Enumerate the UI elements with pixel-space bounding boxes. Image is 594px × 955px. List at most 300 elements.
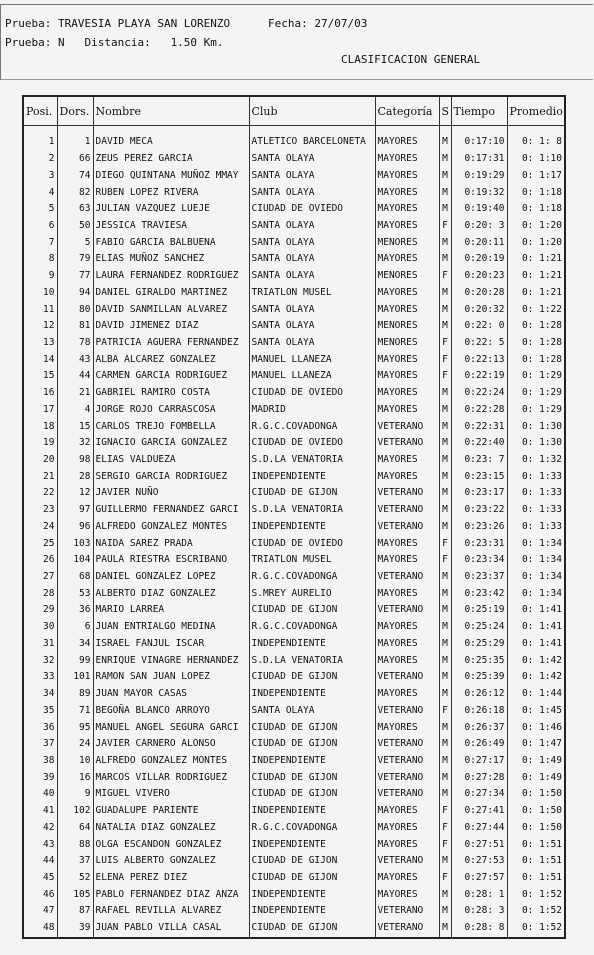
- cell-categoria: MAYORES: [375, 284, 439, 301]
- table-row: [23, 167, 565, 184]
- table-row: [23, 485, 565, 502]
- cell-categoria: MAYORES: [375, 819, 439, 836]
- cell-posicion: 15: [23, 368, 57, 385]
- cell-sexo: F: [439, 870, 451, 887]
- cell-club: R.G.C.COVADONGA: [249, 819, 375, 836]
- cell-nombre: DANIEL GONZALEZ LOPEZ: [93, 569, 249, 586]
- cell-club: S.MREY AURELIO: [249, 585, 375, 602]
- cell-promedio: 0: 1:20: [507, 218, 565, 235]
- cell-nombre: ELIAS MUÑOZ SANCHEZ: [93, 251, 249, 268]
- cell-tiempo: 0:22:31: [451, 418, 507, 435]
- cell-posicion: 37: [23, 736, 57, 753]
- table-row: [23, 803, 565, 820]
- table-row: [23, 335, 565, 352]
- cell-categoria: MAYORES: [375, 402, 439, 419]
- race-distance: Prueba: N Distancia: 1.50 Km.: [5, 36, 224, 49]
- cell-tiempo: 0:22:19: [451, 368, 507, 385]
- cell-promedio: 0: 1:46: [507, 719, 565, 736]
- table-row: [23, 468, 565, 485]
- cell-tiempo: 0:19:29: [451, 167, 507, 184]
- cell-sexo: M: [439, 126, 451, 151]
- cell-club: SANTA OLAYA: [249, 318, 375, 335]
- cell-dorsal: 36: [57, 602, 93, 619]
- cell-promedio: 0: 1:30: [507, 418, 565, 435]
- cell-posicion: 30: [23, 619, 57, 636]
- cell-nombre: RUBEN LOPEZ RIVERA: [93, 184, 249, 201]
- cell-posicion: 24: [23, 519, 57, 536]
- cell-categoria: VETERANO: [375, 569, 439, 586]
- cell-tiempo: 0:27:51: [451, 836, 507, 853]
- cell-dorsal: 5: [57, 234, 93, 251]
- cell-club: INDEPENDIENTE: [249, 636, 375, 653]
- results-body: [23, 126, 565, 938]
- cell-tiempo: 0:22: 5: [451, 335, 507, 352]
- cell-sexo: M: [439, 569, 451, 586]
- cell-club: INDEPENDIENTE: [249, 753, 375, 770]
- cell-tiempo: 0:25:35: [451, 652, 507, 669]
- cell-posicion: 9: [23, 268, 57, 285]
- cell-nombre: JAVIER CARNERO ALONSO: [93, 736, 249, 753]
- cell-categoria: VETERANO: [375, 519, 439, 536]
- cell-sexo: M: [439, 452, 451, 469]
- cell-categoria: VETERANO: [375, 502, 439, 519]
- table-row: [23, 636, 565, 653]
- table-row: [23, 301, 565, 318]
- cell-categoria: MAYORES: [375, 468, 439, 485]
- cell-promedio: 0: 1:30: [507, 435, 565, 452]
- cell-club: CIUDAD DE GIJON: [249, 719, 375, 736]
- cell-sexo: M: [439, 234, 451, 251]
- cell-sexo: M: [439, 753, 451, 770]
- cell-categoria: MAYORES: [375, 886, 439, 903]
- cell-promedio: 0: 1:33: [507, 485, 565, 502]
- cell-nombre: PATRICIA AGUERA FERNANDEZ: [93, 335, 249, 352]
- cell-dorsal: 34: [57, 636, 93, 653]
- cell-dorsal: 78: [57, 335, 93, 352]
- cell-dorsal: 87: [57, 903, 93, 920]
- cell-tiempo: 0:23:15: [451, 468, 507, 485]
- cell-posicion: 29: [23, 602, 57, 619]
- cell-nombre: GABRIEL RAMIRO COSTA: [93, 385, 249, 402]
- cell-categoria: MAYORES: [375, 184, 439, 201]
- cell-sexo: M: [439, 184, 451, 201]
- cell-dorsal: 102: [57, 803, 93, 820]
- cell-dorsal: 97: [57, 502, 93, 519]
- cell-club: S.D.LA VENATORIA: [249, 502, 375, 519]
- cell-promedio: 0: 1:21: [507, 251, 565, 268]
- cell-sexo: M: [439, 602, 451, 619]
- cell-tiempo: 0:23:26: [451, 519, 507, 536]
- cell-tiempo: 0:28: 1: [451, 886, 507, 903]
- cell-posicion: 39: [23, 769, 57, 786]
- cell-promedio: 0: 1:10: [507, 151, 565, 168]
- table-row: [23, 719, 565, 736]
- cell-categoria: MAYORES: [375, 585, 439, 602]
- cell-posicion: 47: [23, 903, 57, 920]
- cell-sexo: F: [439, 819, 451, 836]
- cell-tiempo: 0:20:11: [451, 234, 507, 251]
- table-row: [23, 602, 565, 619]
- cell-posicion: 25: [23, 535, 57, 552]
- cell-club: CIUDAD DE GIJON: [249, 920, 375, 938]
- cell-tiempo: 0:28: 8: [451, 920, 507, 938]
- cell-dorsal: 99: [57, 652, 93, 669]
- cell-promedio: 0: 1:18: [507, 184, 565, 201]
- cell-nombre: JUAN ENTRIALGO MEDINA: [93, 619, 249, 636]
- cell-posicion: 46: [23, 886, 57, 903]
- cell-posicion: 8: [23, 251, 57, 268]
- cell-posicion: 35: [23, 702, 57, 719]
- cell-sexo: M: [439, 468, 451, 485]
- table-row: [23, 769, 565, 786]
- cell-nombre: GUADALUPE PARIENTE: [93, 803, 249, 820]
- cell-nombre: CARMEN GARCIA RODRIGUEZ: [93, 368, 249, 385]
- cell-nombre: JUAN MAYOR CASAS: [93, 686, 249, 703]
- cell-categoria: MAYORES: [375, 619, 439, 636]
- table-row: [23, 519, 565, 536]
- cell-posicion: 1: [23, 126, 57, 151]
- cell-promedio: 0: 1:49: [507, 753, 565, 770]
- table-row: [23, 535, 565, 552]
- cell-sexo: M: [439, 652, 451, 669]
- cell-promedio: 0: 1:51: [507, 870, 565, 887]
- cell-tiempo: 0:27:57: [451, 870, 507, 887]
- cell-promedio: 0: 1:34: [507, 585, 565, 602]
- cell-sexo: F: [439, 268, 451, 285]
- cell-nombre: MARIO LARREA: [93, 602, 249, 619]
- cell-nombre: MANUEL ANGEL SEGURA GARCI: [93, 719, 249, 736]
- results-table: [22, 95, 566, 939]
- table-row: [23, 351, 565, 368]
- cell-sexo: M: [439, 485, 451, 502]
- cell-categoria: VETERANO: [375, 786, 439, 803]
- cell-dorsal: 104: [57, 552, 93, 569]
- cell-nombre: SERGIO GARCIA RODRIGUEZ: [93, 468, 249, 485]
- cell-nombre: ALFREDO GONZALEZ MONTES: [93, 519, 249, 536]
- cell-club: SANTA OLAYA: [249, 251, 375, 268]
- cell-tiempo: 0:27:41: [451, 803, 507, 820]
- table-row: [23, 402, 565, 419]
- cell-dorsal: 16: [57, 769, 93, 786]
- cell-sexo: F: [439, 535, 451, 552]
- table-row: [23, 702, 565, 719]
- cell-club: TRIATLON MUSEL: [249, 552, 375, 569]
- cell-nombre: JESSICA TRAVIESA: [93, 218, 249, 235]
- cell-promedio: 0: 1:20: [507, 234, 565, 251]
- cell-dorsal: 1: [57, 126, 93, 151]
- cell-club: TRIATLON MUSEL: [249, 284, 375, 301]
- cell-posicion: 17: [23, 402, 57, 419]
- cell-club: SANTA OLAYA: [249, 301, 375, 318]
- cell-sexo: M: [439, 886, 451, 903]
- cell-promedio: 0: 1:51: [507, 853, 565, 870]
- cell-sexo: M: [439, 669, 451, 686]
- table-row: [23, 920, 565, 938]
- cell-dorsal: 44: [57, 368, 93, 385]
- cell-categoria: MAYORES: [375, 535, 439, 552]
- cell-promedio: 0: 1:28: [507, 318, 565, 335]
- cell-club: CIUDAD DE OVIEDO: [249, 201, 375, 218]
- cell-posicion: 32: [23, 652, 57, 669]
- cell-dorsal: 28: [57, 468, 93, 485]
- cell-categoria: MAYORES: [375, 167, 439, 184]
- cell-club: CIUDAD DE GIJON: [249, 769, 375, 786]
- cell-nombre: FABIO GARCIA BALBUENA: [93, 234, 249, 251]
- cell-posicion: 19: [23, 435, 57, 452]
- cell-dorsal: 96: [57, 519, 93, 536]
- cell-posicion: 11: [23, 301, 57, 318]
- table-row: [23, 251, 565, 268]
- cell-tiempo: 0:25:29: [451, 636, 507, 653]
- table-row: [23, 234, 565, 251]
- cell-club: CIUDAD DE GIJON: [249, 669, 375, 686]
- cell-sexo: F: [439, 335, 451, 352]
- cell-tiempo: 0:27:17: [451, 753, 507, 770]
- cell-categoria: MAYORES: [375, 652, 439, 669]
- cell-dorsal: 50: [57, 218, 93, 235]
- cell-promedio: 0: 1:34: [507, 552, 565, 569]
- cell-tiempo: 0:22:24: [451, 385, 507, 402]
- cell-categoria: MENORES: [375, 268, 439, 285]
- cell-club: MANUEL LLANEZA: [249, 368, 375, 385]
- cell-categoria: VETERANO: [375, 753, 439, 770]
- cell-sexo: M: [439, 519, 451, 536]
- cell-nombre: JULIAN VAZQUEZ LUEJE: [93, 201, 249, 218]
- cell-posicion: 44: [23, 853, 57, 870]
- cell-promedio: 0: 1:21: [507, 268, 565, 285]
- cell-nombre: DAVID MECA: [93, 126, 249, 151]
- cell-tiempo: 0:26:12: [451, 686, 507, 703]
- cell-sexo: M: [439, 853, 451, 870]
- cell-promedio: 0: 1:52: [507, 903, 565, 920]
- cell-nombre: NAIDA SAREZ PRADA: [93, 535, 249, 552]
- cell-dorsal: 39: [57, 920, 93, 938]
- cell-promedio: 0: 1:41: [507, 602, 565, 619]
- cell-categoria: VETERANO: [375, 769, 439, 786]
- cell-dorsal: 74: [57, 167, 93, 184]
- cell-nombre: LAURA FERNANDEZ RODRIGUEZ: [93, 268, 249, 285]
- cell-club: INDEPENDIENTE: [249, 468, 375, 485]
- cell-club: SANTA OLAYA: [249, 184, 375, 201]
- cell-nombre: GUILLERMO FERNANDEZ GARCI: [93, 502, 249, 519]
- table-row: [23, 218, 565, 235]
- cell-nombre: BEGOÑA BLANCO ARROYO: [93, 702, 249, 719]
- table-row: [23, 870, 565, 887]
- table-row: [23, 753, 565, 770]
- cell-tiempo: 0:20:23: [451, 268, 507, 285]
- cell-club: INDEPENDIENTE: [249, 519, 375, 536]
- cell-dorsal: 80: [57, 301, 93, 318]
- table-row: [23, 836, 565, 853]
- cell-categoria: MAYORES: [375, 201, 439, 218]
- cell-club: SANTA OLAYA: [249, 702, 375, 719]
- cell-sexo: F: [439, 836, 451, 853]
- cell-dorsal: 103: [57, 535, 93, 552]
- cell-sexo: F: [439, 368, 451, 385]
- cell-club: CIUDAD DE GIJON: [249, 602, 375, 619]
- cell-sexo: M: [439, 318, 451, 335]
- cell-categoria: MAYORES: [375, 552, 439, 569]
- cell-promedio: 0: 1:29: [507, 368, 565, 385]
- cell-categoria: VETERANO: [375, 853, 439, 870]
- cell-dorsal: 6: [57, 619, 93, 636]
- cell-tiempo: 0:20:19: [451, 251, 507, 268]
- cell-club: R.G.C.COVADONGA: [249, 569, 375, 586]
- table-row: [23, 686, 565, 703]
- cell-nombre: MARCOS VILLAR RODRIGUEZ: [93, 769, 249, 786]
- cell-tiempo: 0:27:34: [451, 786, 507, 803]
- cell-sexo: M: [439, 301, 451, 318]
- cell-club: CIUDAD DE GIJON: [249, 485, 375, 502]
- cell-promedio: 0: 1:17: [507, 167, 565, 184]
- cell-nombre: RAFAEL REVILLA ALVAREZ: [93, 903, 249, 920]
- cell-dorsal: 94: [57, 284, 93, 301]
- cell-club: S.D.LA VENATORIA: [249, 452, 375, 469]
- cell-posicion: 42: [23, 819, 57, 836]
- cell-nombre: ZEUS PEREZ GARCIA: [93, 151, 249, 168]
- cell-posicion: 23: [23, 502, 57, 519]
- cell-club: SANTA OLAYA: [249, 167, 375, 184]
- cell-posicion: 45: [23, 870, 57, 887]
- cell-posicion: 16: [23, 385, 57, 402]
- cell-club: MADRID: [249, 402, 375, 419]
- cell-dorsal: 71: [57, 702, 93, 719]
- cell-sexo: M: [439, 920, 451, 938]
- cell-promedio: 0: 1:45: [507, 702, 565, 719]
- cell-dorsal: 64: [57, 819, 93, 836]
- cell-nombre: NATALIA DIAZ GONZALEZ: [93, 819, 249, 836]
- cell-nombre: LUIS ALBERTO GONZALEZ: [93, 853, 249, 870]
- cell-dorsal: 82: [57, 184, 93, 201]
- col-dorsal: Dors.: [57, 96, 93, 126]
- cell-nombre: JUAN PABLO VILLA CASAL: [93, 920, 249, 938]
- cell-dorsal: 105: [57, 886, 93, 903]
- cell-posicion: 27: [23, 569, 57, 586]
- cell-dorsal: 9: [57, 786, 93, 803]
- cell-posicion: 12: [23, 318, 57, 335]
- cell-club: MANUEL LLANEZA: [249, 351, 375, 368]
- col-categoria: Categoría: [375, 96, 439, 126]
- cell-posicion: 36: [23, 719, 57, 736]
- cell-categoria: MAYORES: [375, 836, 439, 853]
- cell-categoria: VETERANO: [375, 669, 439, 686]
- cell-dorsal: 79: [57, 251, 93, 268]
- cell-dorsal: 66: [57, 151, 93, 168]
- table-row: [23, 201, 565, 218]
- cell-sexo: M: [439, 502, 451, 519]
- cell-promedio: 0: 1:50: [507, 786, 565, 803]
- cell-tiempo: 0:20: 3: [451, 218, 507, 235]
- cell-tiempo: 0:25:24: [451, 619, 507, 636]
- cell-categoria: MAYORES: [375, 452, 439, 469]
- cell-nombre: MIGUEL VIVERO: [93, 786, 249, 803]
- cell-posicion: 20: [23, 452, 57, 469]
- table-row: [23, 585, 565, 602]
- cell-nombre: DAVID JIMENEZ DIAZ: [93, 318, 249, 335]
- cell-nombre: IGNACIO GARCIA GONZALEZ: [93, 435, 249, 452]
- cell-promedio: 0: 1:22: [507, 301, 565, 318]
- cell-dorsal: 81: [57, 318, 93, 335]
- cell-dorsal: 24: [57, 736, 93, 753]
- table-row: [23, 151, 565, 168]
- cell-promedio: 0: 1:33: [507, 519, 565, 536]
- cell-nombre: JORGE ROJO CARRASCOSA: [93, 402, 249, 419]
- cell-posicion: 5: [23, 201, 57, 218]
- table-row: [23, 903, 565, 920]
- table-row: [23, 385, 565, 402]
- cell-promedio: 0: 1:44: [507, 686, 565, 703]
- cell-promedio: 0: 1:33: [507, 502, 565, 519]
- cell-categoria: VETERANO: [375, 435, 439, 452]
- table-row: [23, 268, 565, 285]
- cell-tiempo: 0:22:13: [451, 351, 507, 368]
- cell-club: ATLETICO BARCELONETA: [249, 126, 375, 151]
- cell-posicion: 4: [23, 184, 57, 201]
- cell-nombre: JAVIER NUÑO: [93, 485, 249, 502]
- cell-tiempo: 0:17:31: [451, 151, 507, 168]
- cell-nombre: ELENA PEREZ DIEZ: [93, 870, 249, 887]
- cell-dorsal: 12: [57, 485, 93, 502]
- cell-nombre: ALBA ALCAREZ GONZALEZ: [93, 351, 249, 368]
- table-row: [23, 669, 565, 686]
- cell-dorsal: 32: [57, 435, 93, 452]
- cell-nombre: OLGA ESCANDON GONZALEZ: [93, 836, 249, 853]
- cell-categoria: VETERANO: [375, 702, 439, 719]
- cell-tiempo: 0:26:18: [451, 702, 507, 719]
- cell-tiempo: 0:23:17: [451, 485, 507, 502]
- table-row: [23, 126, 565, 151]
- cell-dorsal: 89: [57, 686, 93, 703]
- cell-categoria: VETERANO: [375, 485, 439, 502]
- cell-nombre: CARLOS TREJO FOMBELLA: [93, 418, 249, 435]
- cell-tiempo: 0:27:44: [451, 819, 507, 836]
- cell-promedio: 0: 1:29: [507, 385, 565, 402]
- cell-tiempo: 0:28: 3: [451, 903, 507, 920]
- cell-club: CIUDAD DE OVIEDO: [249, 535, 375, 552]
- cell-posicion: 26: [23, 552, 57, 569]
- cell-tiempo: 0:25:39: [451, 669, 507, 686]
- cell-club: CIUDAD DE OVIEDO: [249, 385, 375, 402]
- cell-sexo: M: [439, 402, 451, 419]
- cell-categoria: VETERANO: [375, 418, 439, 435]
- cell-sexo: M: [439, 619, 451, 636]
- col-sexo: S: [439, 96, 451, 126]
- cell-dorsal: 101: [57, 669, 93, 686]
- cell-nombre: ALFREDO GONZALEZ MONTES: [93, 753, 249, 770]
- cell-posicion: 6: [23, 218, 57, 235]
- cell-dorsal: 52: [57, 870, 93, 887]
- cell-sexo: M: [439, 636, 451, 653]
- cell-nombre: DAVID SANMILLAN ALVAREZ: [93, 301, 249, 318]
- cell-posicion: 28: [23, 585, 57, 602]
- cell-promedio: 0: 1:41: [507, 636, 565, 653]
- cell-posicion: 7: [23, 234, 57, 251]
- cell-promedio: 0: 1:41: [507, 619, 565, 636]
- cell-nombre: ISRAEL FANJUL ISCAR: [93, 636, 249, 653]
- cell-categoria: VETERANO: [375, 903, 439, 920]
- cell-dorsal: 88: [57, 836, 93, 853]
- cell-sexo: F: [439, 702, 451, 719]
- cell-dorsal: 10: [57, 753, 93, 770]
- cell-posicion: 14: [23, 351, 57, 368]
- cell-tiempo: 0:23:34: [451, 552, 507, 569]
- cell-posicion: 40: [23, 786, 57, 803]
- cell-tiempo: 0:22: 0: [451, 318, 507, 335]
- cell-sexo: M: [439, 686, 451, 703]
- cell-club: SANTA OLAYA: [249, 268, 375, 285]
- cell-categoria: MAYORES: [375, 126, 439, 151]
- cell-club: CIUDAD DE GIJON: [249, 736, 375, 753]
